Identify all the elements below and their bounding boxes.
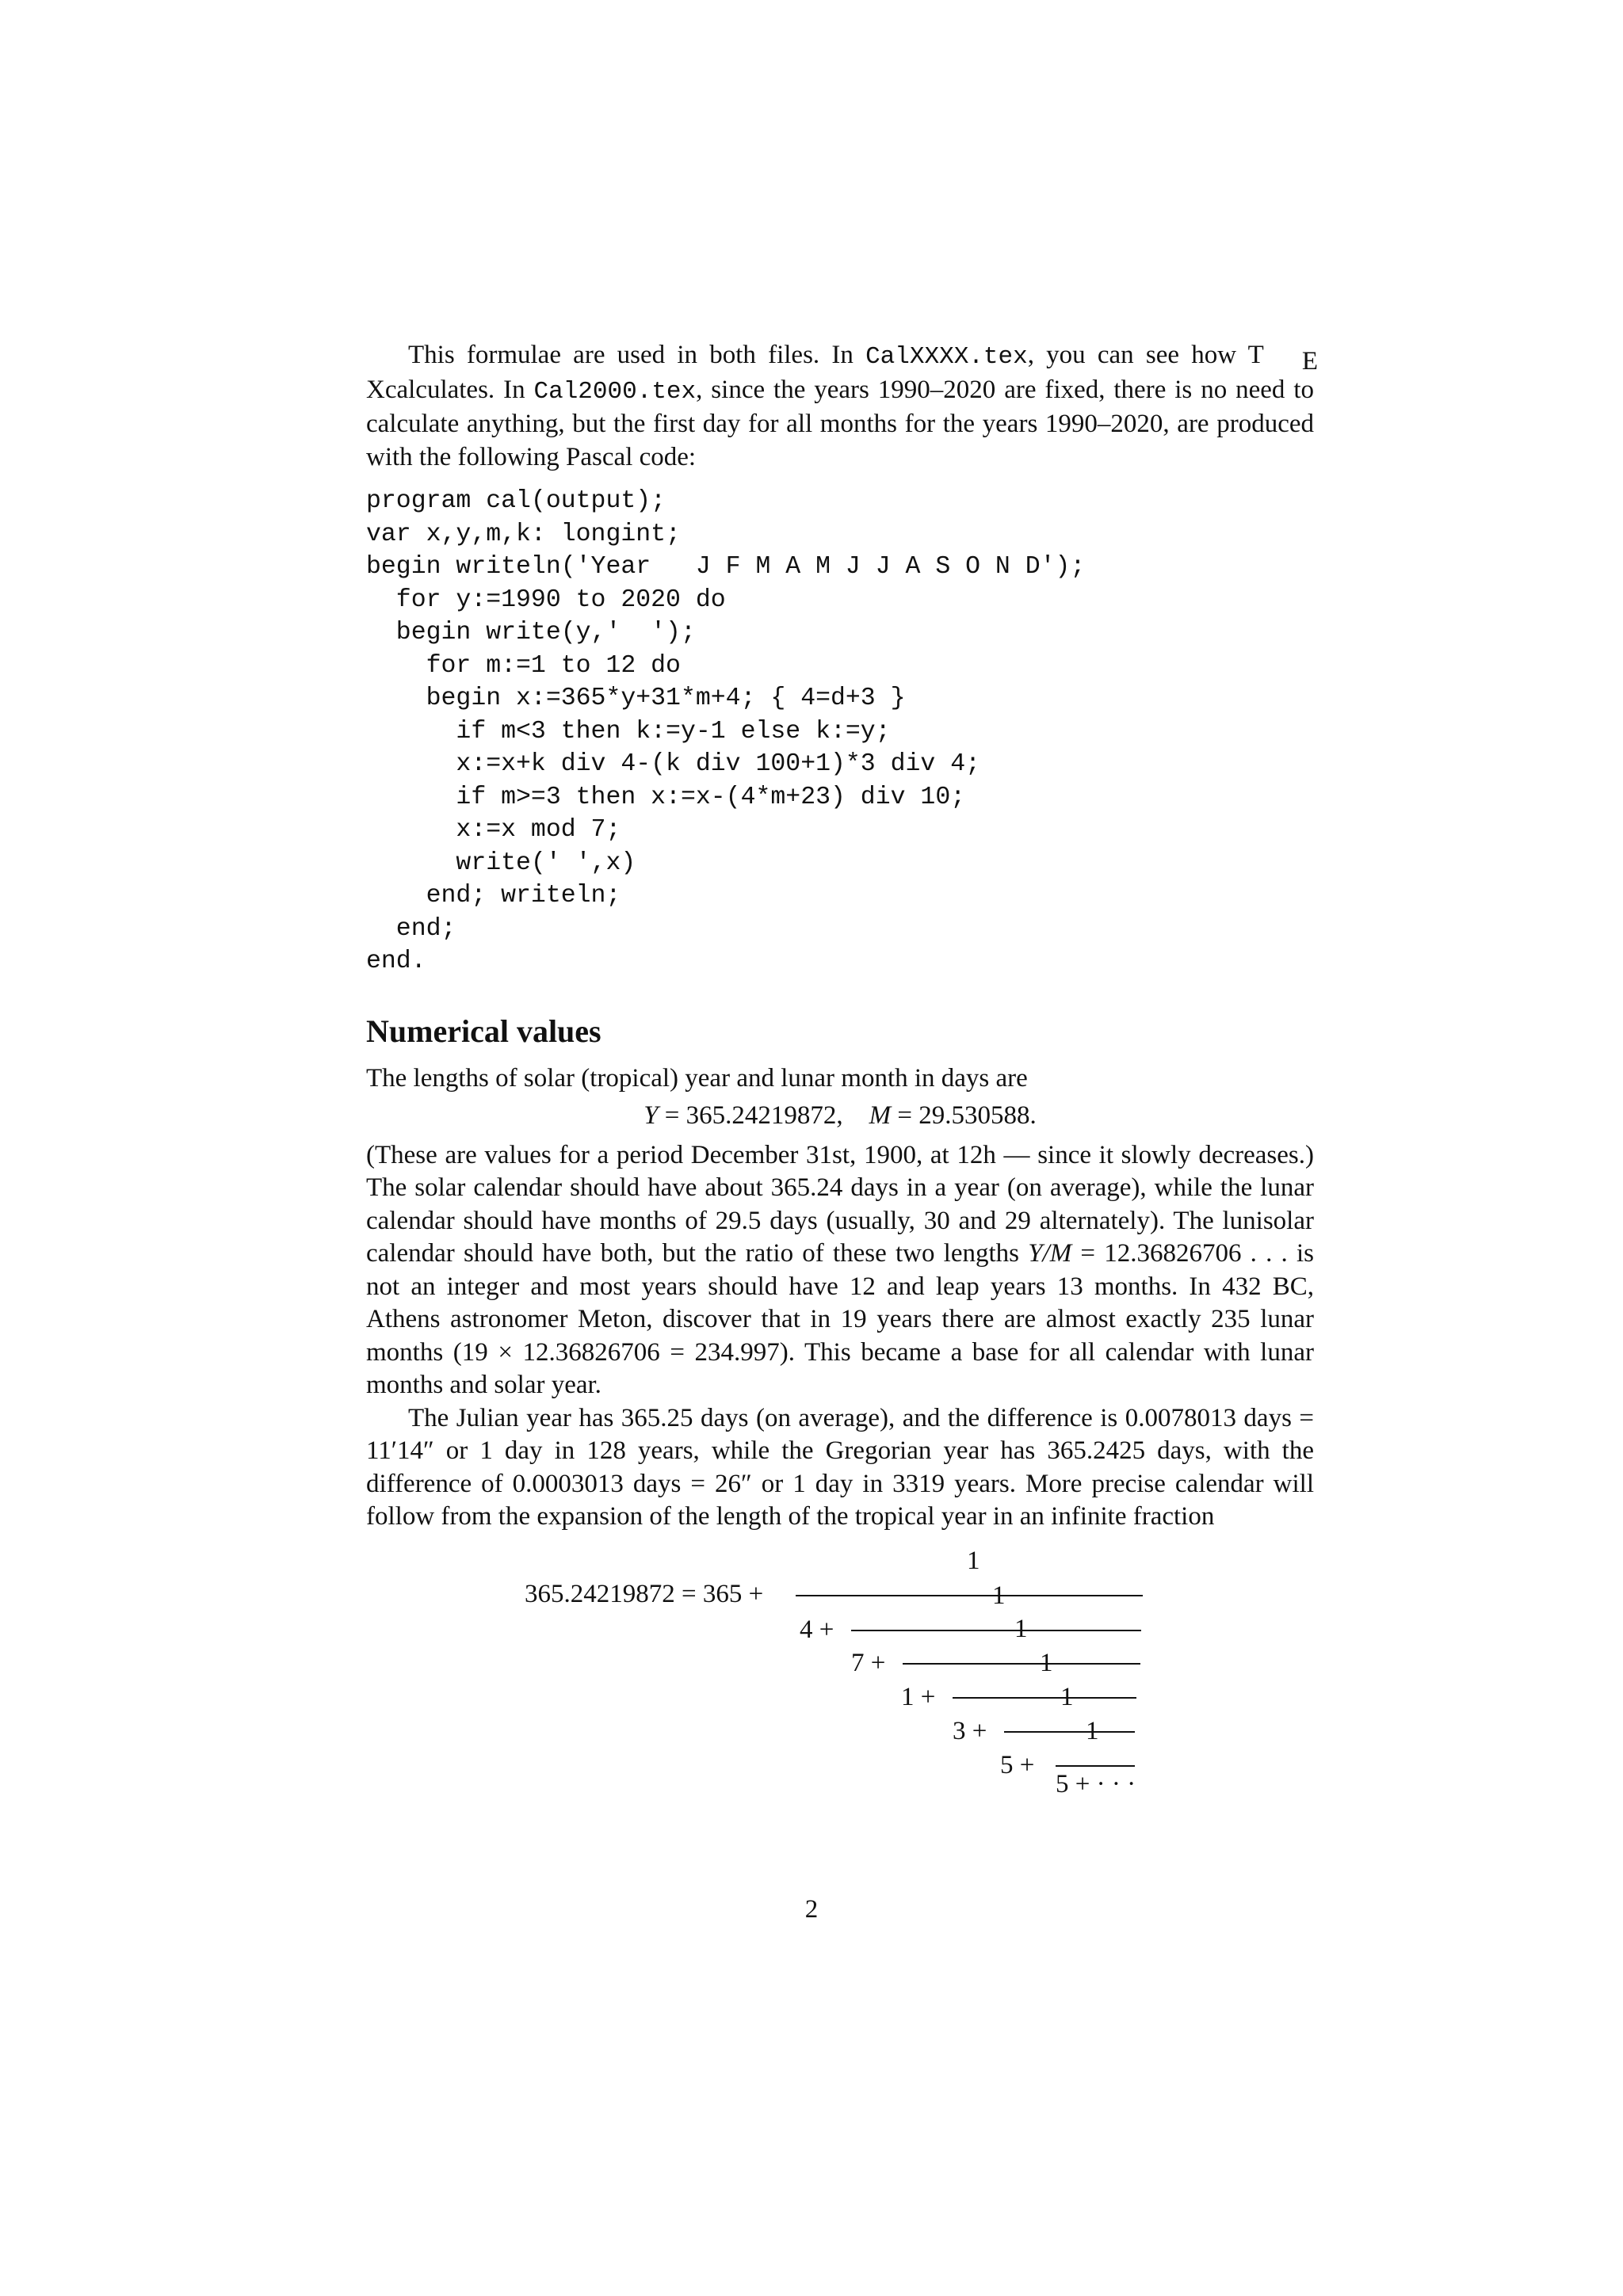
julian-gregorian-paragraph: The Julian year has 365.25 days (on average), and the difference is 0.0078013 days = 11′14″ or 1 day in 128 years, while the Gregorian year has 365.2425 days, with the difference of 0.0003013 days = 26″ or 1 day in 3319 years. More precise calendar will follow from the expansion of the length of the tropical year in an infinite fraction <box>366 1403 1314 1531</box>
code-line: for m:=1 to 12 do <box>366 651 681 680</box>
code-line: write(' ',x) <box>366 849 636 877</box>
cf-bar <box>1004 1731 1135 1733</box>
pascal-code-block <box>366 485 1314 978</box>
code-line: x:=x+k div 4-(k div 100+1)*3 div 4; <box>366 750 981 778</box>
cf-lhs: 365.24219872 = 365 + <box>525 1579 764 1608</box>
tex-logo: T EX <box>366 341 1318 404</box>
intro-text-3: calculates. In <box>384 375 534 404</box>
lunisolar-paragraph: (These are values for a period December 31st, 1900, at 12h — since it slowly decreases.) The solar calendar should have about 365.24 days in a year (on average), while the lunar calendar should have months of 29.5 days (usually, 30 and 29 alternately). The lunisolar calendar should have both, but the ratio of these two lengths Y/M = 12.36826706 . . . is not an integer and most years should have 12 and leap years 13 months. In 432 BC, Athens astronomer Meton, discover that in 19 years there are almost exactly 235 lunar months (19 × 12.36826706 = 234.997). This became a base for all calendar with lunar months and solar year. <box>366 1140 1315 1399</box>
intro-text-4: , since the years 1990–2020 are fixed, there is no need to calculate anything, but the first day for all months for the years 1990–2020, are produced with the following Pascal code: <box>366 375 1314 471</box>
intro-text-1: This formulae are used in both files. In <box>408 341 866 369</box>
code-line: program cal(output); <box>366 487 666 515</box>
cf-tail: 5 + · · · <box>1056 1769 1136 1798</box>
filename-cal2000: Cal2000.tex <box>533 377 697 406</box>
intro-paragraph <box>366 339 1318 474</box>
code-line: begin writeln('Year J F M A M J J A S O N D'); <box>366 553 1086 581</box>
cf-numerator: 1 <box>1086 1716 1099 1745</box>
code-line: x:=x mod 7; <box>366 816 621 844</box>
code-line: begin write(y,' '); <box>366 619 696 646</box>
cf-term: 4 + <box>800 1615 834 1644</box>
cf-term: 5 + <box>1000 1750 1035 1779</box>
code-line: if m<3 then k:=y-1 else k:=y; <box>366 717 891 746</box>
cf-bar <box>851 1630 1141 1631</box>
cf-bar <box>1056 1765 1135 1767</box>
code-line: for y:=1990 to 2020 do <box>366 585 726 614</box>
code-line: if m>=3 then x:=x-(4*m+23) div 10; <box>366 783 966 811</box>
ratio-symbol: Y/M <box>1028 1239 1072 1268</box>
code-line: end; writeln; <box>366 882 621 910</box>
code-line: begin x:=365*y+31*m+4; { 4=d+3 } <box>366 685 906 712</box>
continued-fraction <box>366 1539 1314 1800</box>
cf-term: 1 + <box>901 1682 936 1711</box>
intro-text-2: , you can see how <box>1027 341 1248 369</box>
cf-numerator: 1 <box>1014 1614 1028 1643</box>
filename-calxxxx: CalXXXX.tex <box>865 343 1028 371</box>
cf-term: 3 + <box>953 1716 987 1745</box>
lengths-equation: Y = 365.24219872, M = 29.530588. <box>643 1101 1037 1130</box>
code-line: var x,y,m,k: longint; <box>366 520 681 548</box>
code-line: end; <box>366 914 456 943</box>
section-title: Numerical values <box>366 1013 601 1049</box>
cf-bar <box>953 1697 1136 1699</box>
cf-bar <box>796 1595 1143 1596</box>
cf-bar <box>903 1663 1140 1665</box>
page-number: 2 <box>804 1895 819 1924</box>
cf-term: 7 + <box>851 1648 886 1677</box>
cf-numerator: 1 <box>992 1581 1006 1610</box>
cf-numerator: 1 <box>967 1546 980 1575</box>
cf-numerator: 1 <box>1040 1648 1053 1677</box>
code-line: end. <box>366 948 426 975</box>
lengths-paragraph: The lengths of solar (tropical) year and lunar month in days are <box>366 1063 1028 1093</box>
page-content <box>366 339 1318 1800</box>
cf-numerator: 1 <box>1060 1682 1074 1711</box>
